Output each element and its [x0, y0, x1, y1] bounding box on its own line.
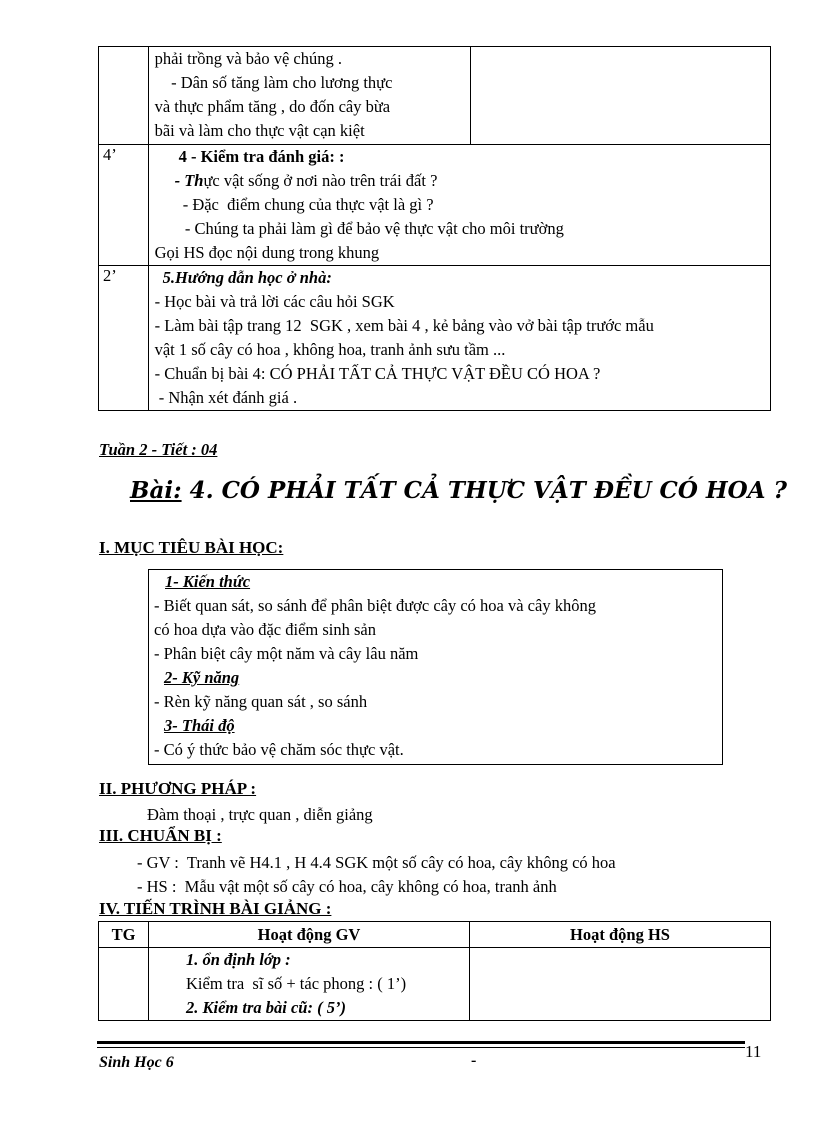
section-heading-progress: IV. TIẾN TRÌNH BÀI GIẢNG :: [99, 899, 332, 918]
week-label: Tuần 2 - Tiết : 04: [99, 440, 218, 459]
merged-cell: [148, 145, 770, 266]
text-span: - Th: [174, 171, 204, 190]
subheading-knowledge: 1- Kiến thức: [165, 572, 251, 591]
footer-subject: Sinh Học 6: [99, 1054, 174, 1071]
merged-cell: [148, 266, 770, 411]
section-heading-objectives: I. MỤC TIÊU BÀI HỌC:: [99, 538, 284, 557]
text-line: Kiểm tra sĩ số + tác phong : ( 1’): [186, 974, 407, 993]
text-line: - Làm bài tập trang 12 SGK , xem bài 4 , kẻ bảng vào vở bài tập trước mẫu: [154, 316, 654, 335]
text-line: 1. ổn định lớp :: [186, 950, 291, 969]
time-cell: 4’: [99, 145, 149, 266]
footer-center: -: [471, 1052, 477, 1069]
footer-rule: [97, 1041, 745, 1044]
header-tg: TG: [99, 922, 149, 948]
top-activity-table: [98, 46, 771, 411]
text-line: - GV : Tranh vẽ H4.1 , H 4.4 SGK một số cây có hoa, cây không có hoa: [137, 853, 616, 872]
text-line: - Chuẩn bị bài 4: CÓ PHẢI TẤT CẢ THỰC VẬT ĐỀU CÓ HOA ?: [154, 364, 601, 383]
text-line: - Rèn kỹ năng quan sát , so sánh: [154, 692, 368, 711]
text-line: - Biết quan sát, so sánh để phân biệt được cây có hoa và cây không: [154, 596, 596, 615]
text-line: 2. Kiểm tra bài cũ: ( 5’): [186, 998, 346, 1017]
lesson-progress-table: [98, 921, 771, 1021]
text-line: bãi và làm cho thực vật cạn kiệt: [154, 121, 365, 140]
text-line: [149, 169, 770, 193]
text-line: phải trồng và bảo vệ chúng .: [154, 49, 342, 68]
table-row: [99, 47, 771, 145]
time-cell: 2’: [99, 266, 149, 411]
text-line: - Dân số tăng làm cho lương thực: [154, 73, 393, 92]
footer-rule: [97, 1047, 745, 1048]
time-cell: [99, 948, 149, 1021]
method-text: Đàm thoại , trực quan , diễn giảng: [147, 805, 373, 824]
text-line: - Có ý thức bảo vệ chăm sóc thực vật.: [154, 740, 404, 759]
text-line: - Nhận xét đánh giá .: [154, 388, 298, 407]
header-gv: Hoạt động GV: [149, 922, 470, 948]
text-line: - Phân biệt cây một năm và cây lâu năm: [154, 644, 419, 663]
table-row: [99, 145, 771, 266]
text-line: vật 1 số cây có hoa , không hoa, tranh ảnh sưu tầm ...: [154, 340, 506, 359]
lesson-prefix: Bài:: [130, 477, 182, 504]
gv-cell: [149, 948, 470, 1021]
text-line: - Chúng ta phải làm gì để bảo vệ thực vật cho môi trường: [176, 219, 564, 238]
table-header-row: [99, 922, 771, 948]
text-line: Gọi HS đọc nội dung trong khung: [154, 243, 380, 262]
gv-cell: [148, 47, 471, 145]
section-heading-method: II. PHƯƠNG PHÁP :: [99, 779, 257, 798]
page-number: 11: [745, 1042, 762, 1061]
section-heading: 5.Hướng dẫn học ở nhà:: [162, 268, 332, 287]
subheading-attitude: 3- Thái độ: [164, 716, 235, 735]
hs-cell: [471, 47, 771, 145]
objectives-box: [148, 569, 723, 765]
lesson-title-text: 4. CÓ PHẢI TẤT CẢ THỰC VẬT ĐỀU CÓ HOA ?: [181, 477, 788, 504]
text-line: - Đặc điểm chung của thực vật là gì ?: [178, 195, 434, 214]
lesson-title: [130, 477, 787, 504]
text-line: - HS : Mẫu vật một số cây có hoa, cây không có hoa, tranh ảnh: [137, 877, 557, 896]
table-row: [99, 948, 771, 1021]
text-span: ực vật sống ở nơi nào trên trái đất ?: [203, 171, 438, 190]
time-cell: [99, 47, 149, 145]
section-heading-preparation: III. CHUẨN BỊ :: [99, 826, 222, 845]
text-line: có hoa dựa vào đặc điểm sinh sản: [154, 620, 377, 639]
text-line: và thực phẩm tăng , do đốn cây bừa: [154, 97, 391, 116]
table-row: [99, 266, 771, 411]
section-heading: 4 - Kiểm tra đánh giá: :: [178, 147, 345, 166]
subheading-skills: 2- Kỹ năng: [164, 668, 240, 687]
hs-cell: [470, 948, 771, 1021]
text-line: - Học bài và trả lời các câu hỏi SGK: [154, 292, 395, 311]
header-hs: Hoạt động HS: [470, 922, 771, 948]
